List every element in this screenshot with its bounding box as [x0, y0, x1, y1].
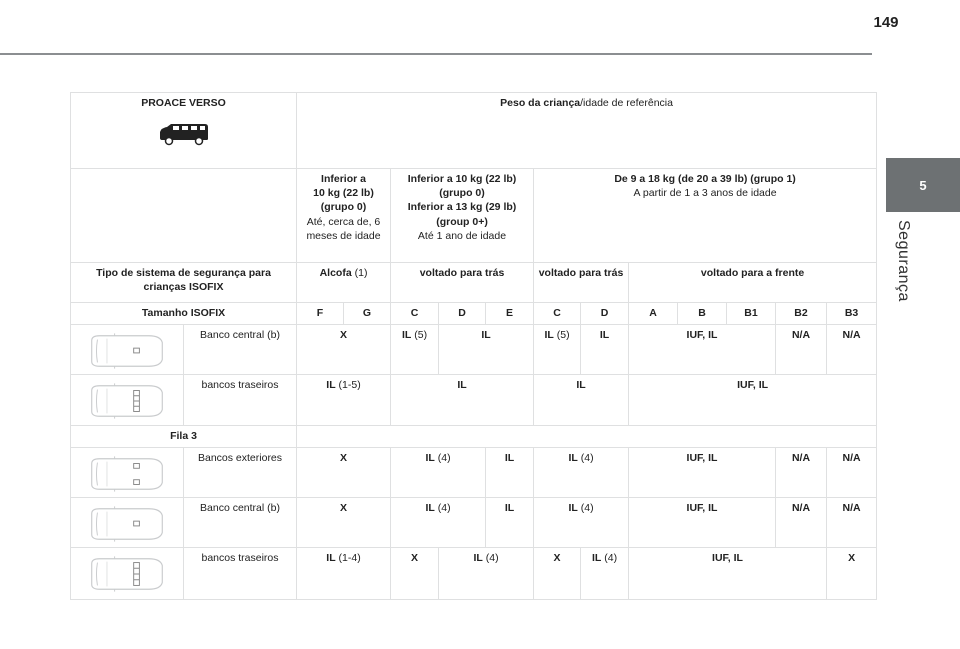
cell: IUF, IL: [629, 548, 827, 600]
cell: X: [297, 448, 391, 498]
size-c-2: C: [534, 303, 581, 325]
group-0a-line2: 10 kg (22 lb): [313, 187, 374, 200]
cell-note: (4): [577, 452, 594, 464]
size-b3: B3: [827, 303, 877, 325]
empty-cell: [71, 169, 297, 263]
cell: X: [827, 548, 877, 600]
cell: IL: [439, 325, 534, 375]
table-row: [71, 325, 877, 375]
cell: IL: [486, 448, 534, 498]
cell: X: [297, 498, 391, 548]
weight-header-rest: /idade de referência: [580, 97, 673, 109]
chapter-number: 5: [919, 177, 927, 193]
group-0b-sub: Até 1 ano de idade: [417, 229, 507, 242]
cell: [297, 548, 391, 600]
group-1-sub: A partir de 1 a 3 anos de idade: [633, 187, 777, 200]
cell: IUF, IL: [629, 448, 776, 498]
cell: N/A: [827, 498, 877, 548]
group-0a-sub: Até, cerca de, 6 meses de idade: [306, 215, 381, 242]
table-row: [71, 498, 877, 548]
isofix-table: [70, 92, 877, 600]
size-c: C: [391, 303, 439, 325]
size-label: Tamanho ISOFIX: [71, 303, 297, 325]
van-icon: [157, 122, 211, 146]
cell-note: (5): [411, 329, 428, 341]
weight-header-bold: Peso da criança: [500, 97, 581, 109]
size-b: B: [678, 303, 727, 325]
chapter-label: Segurança: [895, 220, 912, 302]
cell-note: (4): [577, 502, 594, 514]
group-0a-line3: (grupo 0): [320, 201, 367, 214]
vehicle-header-cell: [71, 93, 297, 169]
group-1-line1: De 9 a 18 kg (de 20 a 39 lb) (grupo 1): [614, 173, 796, 185]
type-carrycot: Alcofa: [319, 267, 352, 279]
seat-diagram-icon: [86, 455, 168, 493]
cell: N/A: [827, 448, 877, 498]
cell: X: [534, 548, 581, 600]
size-a: A: [629, 303, 678, 325]
vehicle-name: PROACE VERSO: [141, 97, 226, 109]
weight-header-cell: [297, 93, 877, 169]
cell-value: IL: [568, 452, 578, 464]
cell: IL: [581, 325, 629, 375]
cell-value: IL: [568, 502, 578, 514]
cell: IL: [486, 498, 534, 548]
cell: [439, 548, 534, 600]
group-0a-line1: Inferior a: [321, 173, 366, 185]
cell: N/A: [776, 448, 827, 498]
cell: IUF, IL: [629, 498, 776, 548]
cell-value: IL: [326, 552, 336, 564]
row3-heading: Fila 3: [71, 426, 297, 448]
cell: N/A: [776, 325, 827, 375]
group-0-plus-cell: [391, 169, 534, 263]
seat-diagram-cell: [71, 375, 184, 426]
cell: [581, 548, 629, 600]
row-label: Banco central (b): [184, 325, 297, 375]
size-d: D: [439, 303, 486, 325]
row-label: Bancos exteriores: [184, 448, 297, 498]
cell: [391, 325, 439, 375]
cell-note: (4): [601, 552, 618, 564]
table-row: [71, 448, 877, 498]
size-g: G: [344, 303, 391, 325]
group-1-cell: [534, 169, 877, 263]
cell: N/A: [776, 498, 827, 548]
cell-value: IL: [591, 552, 602, 564]
row-label: Banco central (b): [184, 498, 297, 548]
cell-note: (1-5): [335, 379, 361, 391]
type-label: Tipo de sistema de segurança para crianças ISOFIX: [71, 263, 297, 303]
cell: [534, 448, 629, 498]
cell: N/A: [827, 325, 877, 375]
seat-diagram-cell: [71, 325, 184, 375]
cell: X: [297, 325, 391, 375]
type-forward-facing: voltado para a frente: [629, 263, 877, 303]
type-rear-facing-2: voltado para trás: [534, 263, 629, 303]
cell: X: [391, 548, 439, 600]
group-0b-line1: Inferior a 10 kg (22 lb): [407, 173, 517, 185]
empty-cell: [297, 426, 877, 448]
table-row: [71, 375, 877, 426]
cell-note: (5): [553, 329, 570, 341]
group-0b-line3: Inferior a 13 kg (29 lb) (group 0+): [407, 201, 517, 228]
page-number: 149: [873, 14, 899, 31]
seat-diagram-cell: [71, 498, 184, 548]
cell-value: IL: [401, 329, 412, 341]
seat-diagram-cell: [71, 548, 184, 600]
chapter-tab[interactable]: [886, 158, 960, 212]
cell-note: (1-4): [335, 552, 361, 564]
size-b1: B1: [727, 303, 776, 325]
cell: IUF, IL: [629, 375, 877, 426]
seat-diagram-icon: [86, 382, 168, 420]
size-b2: B2: [776, 303, 827, 325]
cell-note: (4): [434, 502, 451, 514]
cell-note: (4): [434, 452, 451, 464]
top-rule: [0, 53, 872, 55]
group-0b-line2: (grupo 0): [439, 187, 485, 200]
cell-value: IL: [326, 379, 336, 391]
type-rear-facing: voltado para trás: [391, 263, 534, 303]
cell: IL: [534, 375, 629, 426]
row-label: bancos traseiros: [184, 375, 297, 426]
cell-value: IL: [425, 452, 435, 464]
seat-diagram-icon: [86, 555, 168, 593]
seat-diagram-icon: [86, 505, 168, 543]
cell-note: (4): [482, 552, 499, 564]
seat-diagram-cell: [71, 448, 184, 498]
cell: [391, 448, 486, 498]
size-e: E: [486, 303, 534, 325]
cell: [534, 325, 581, 375]
cell-value: IL: [544, 329, 554, 341]
cell-value: IL: [473, 552, 483, 564]
seat-diagram-icon: [86, 332, 168, 370]
cell: [534, 498, 629, 548]
size-d-2: D: [581, 303, 629, 325]
type-carrycot-note: (1): [351, 267, 368, 279]
row-label: bancos traseiros: [184, 548, 297, 600]
cell: [297, 375, 391, 426]
table-row: [71, 548, 877, 600]
cell: IL: [391, 375, 534, 426]
type-carrycot-cell: [297, 263, 391, 303]
group-0-small-cell: [297, 169, 391, 263]
cell-value: IL: [425, 502, 435, 514]
cell: [391, 498, 486, 548]
cell: IUF, IL: [629, 325, 776, 375]
size-f: F: [297, 303, 344, 325]
